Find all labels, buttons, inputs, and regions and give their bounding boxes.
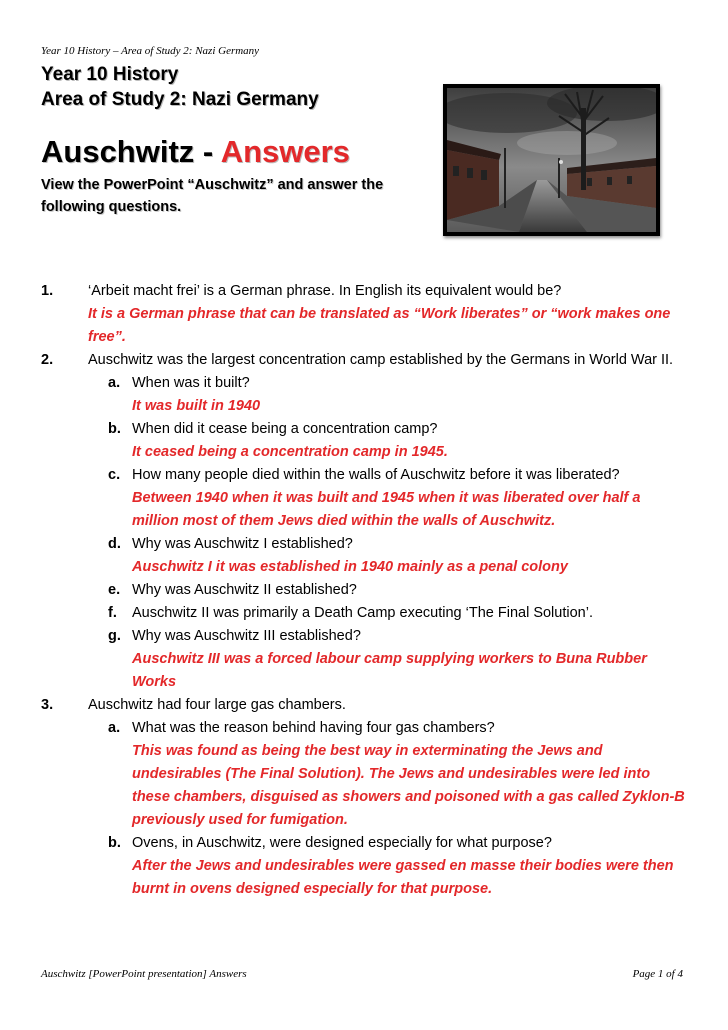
page-title-accent: Answers (220, 134, 350, 169)
answer-text: Auschwitz III was a forced labour camp supplying workers to Buna Rubber Works (132, 651, 647, 690)
sub-question-letter: a. (108, 720, 121, 736)
sub-question-text: Why was Auschwitz I established? (132, 536, 353, 552)
sub-question-letter: e. (108, 582, 121, 598)
question-1 (41, 280, 691, 349)
sub-question-2b (108, 418, 691, 464)
question-list (41, 280, 691, 901)
answer-text: Between 1940 when it was built and 1945 when it was liberated over half a million most of them Jews died within the walls of Auschwitz. (132, 490, 641, 529)
question-text: Auschwitz had four large gas chambers. (88, 697, 346, 713)
question-text: ‘Arbeit macht frei’ is a German phrase. In English its equivalent would be? (88, 283, 562, 299)
answer-text: It is a German phrase that can be translated as “Work liberates” or “work makes one free”. (88, 306, 671, 345)
sub-question-text: Auschwitz II was primarily a Death Camp executing ‘The Final Solution’. (132, 605, 593, 621)
sub-question-letter: b. (108, 421, 121, 437)
running-header: Year 10 History – Area of Study 2: Nazi Germany (41, 45, 260, 57)
sub-question-letter: f. (108, 605, 117, 621)
sub-question-letter: g. (108, 628, 121, 644)
area-of-study-title: Area of Study 2: Nazi Germany (41, 89, 319, 110)
question-number: 2. (41, 352, 54, 368)
sub-question-text: What was the reason behind having four gas chambers? (132, 720, 495, 736)
course-title: Year 10 History (41, 64, 179, 85)
sub-question-text: When did it cease being a concentration camp? (132, 421, 438, 437)
question-number: 3. (41, 697, 54, 713)
sub-question-letter: d. (108, 536, 121, 552)
answer-text: After the Jews and undesirables were gassed en masse their bodies were then burnt in ovens designed especially for that purpose. (132, 858, 674, 897)
page-title-main: Auschwitz - (41, 134, 221, 169)
sub-question-text: Why was Auschwitz III established? (132, 628, 361, 644)
sub-question-2f (108, 602, 691, 625)
page-footer (41, 968, 683, 980)
answer-text: It was built in 1940 (132, 398, 261, 414)
sub-question-2c (108, 464, 691, 533)
sub-question-2d (108, 533, 691, 579)
answer-text: This was found as being the best way in exterminating the Jews and undesirables (The Final Solution). The Jews and undesirables were led into these chambers, disguised as showers and poisoned with a gas called Zyklon-B previously used for fumigation. (132, 743, 685, 828)
footer-document-title: Auschwitz [PowerPoint presentation] Answers (41, 968, 247, 980)
page-number: Page 1 of 4 (632, 968, 683, 980)
sub-question-text: When was it built? (132, 375, 250, 391)
sub-question-2a (108, 372, 691, 418)
sub-question-text: Why was Auschwitz II established? (132, 582, 357, 598)
page-title (41, 134, 441, 170)
question-2 (41, 349, 691, 694)
answer-text: It ceased being a concentration camp in 1945. (132, 444, 448, 460)
auschwitz-photo (443, 84, 660, 236)
answer-text: Auschwitz I it was established in 1940 mainly as a penal colony (132, 559, 568, 575)
sub-question-text: Ovens, in Auschwitz, were designed especially for what purpose? (132, 835, 552, 851)
sub-question-2g (108, 625, 691, 694)
sub-question-3b (108, 832, 691, 901)
question-3 (41, 694, 691, 901)
sub-question-letter: a. (108, 375, 121, 391)
sub-question-letter: c. (108, 467, 121, 483)
instructions: View the PowerPoint “Auschwitz” and answer the following questions. (41, 177, 384, 215)
sub-question-3a (108, 717, 691, 832)
sub-question-text: How many people died within the walls of Auschwitz before it was liberated? (132, 467, 620, 483)
question-number: 1. (41, 283, 54, 299)
sub-question-2e (108, 579, 691, 602)
sub-question-letter: b. (108, 835, 121, 851)
title-block (41, 62, 441, 218)
question-text: Auschwitz was the largest concentration camp established by the Germans in World War II. (88, 352, 674, 368)
